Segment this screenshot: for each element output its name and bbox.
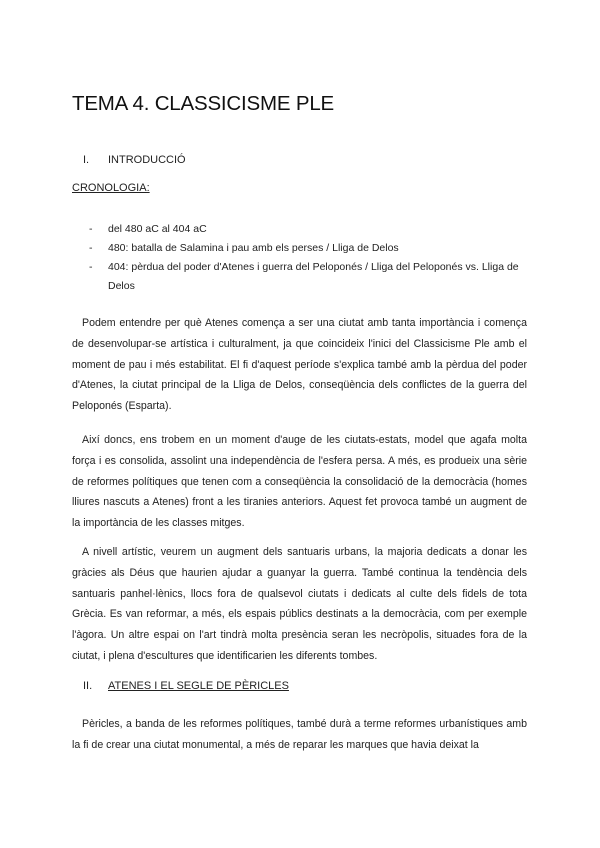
list-item-text: 404: pèrdua del poder d'Atenes i guerra del Peloponés / Lliga del Peloponés vs. Lliga de Delos [108,261,519,292]
list-item-text: del 480 aC al 404 aC [108,223,207,235]
section-title: ATENES I EL SEGLE DE PÈRICLES [108,680,289,692]
section-heading-pericles [83,680,289,692]
list-bullet: - [89,242,93,254]
section-number: II. [83,680,93,692]
page-title: TEMA 4. CLASSICISME PLE [72,92,334,115]
list-bullet: - [89,261,93,273]
section-number: I. [83,154,90,166]
list-bullet: - [89,223,93,235]
list-item [89,258,529,296]
list-item [89,239,529,258]
paragraph-pericles: Pèricles, a banda de les reformes polítiques, també durà a terme reformes urbanístiques amb la fi de crear una ciutat monumental, a més de reparar les marques que havia deixat la [72,718,527,751]
paragraph-context: Podem entendre per què Atenes comença a ser una ciutat amb tanta importància i comença de desenvolupar-se artística i culturalment, ja que coincideix l'inici del Classicisme Ple amb el moment de pau i més estabilitat. El fi d'aquest període s'explica també amb la pèrdua del poder d'Atenes, la ciutat principal de la Lliga de Delos, conseqüència dels conflictes de la guerra del Peloponés (Esparta). [72,317,527,413]
list-item [89,220,529,239]
paragraph-ciutats-estats: Així doncs, ens trobem en un moment d'auge de les ciutats-estats, model que agafa molta força i es consolida, assolint una independència de l'esfera persa. A més, es produeix una sèrie de reformes polítiques que tenen com a conseqüència la consolidació de la democràcia (homes lliures nascuts a Atenes) front a les tiranies anteriors. Aquest fet provoca també un augment de la importància de les classes mitges. [72,434,527,530]
section-heading-introduccio [83,154,186,166]
chronology-heading: CRONOLOGIA: [72,182,150,194]
list-item-text: 480: batalla de Salamina i pau amb els perses / Lliga de Delos [108,242,399,254]
chronology-list [89,220,529,296]
section-title: INTRODUCCIÓ [108,154,186,166]
paragraph-artistic: A nivell artístic, veurem un augment dels santuaris urbans, la majoria dedicats a donar les gràcies als Déus que haurien ajudar a guanyar la guerra. També continua la tendència dels santuaris panhel·lènics, llocs fora de qualsevol ciutats i dedicats al culte dels fidels de tota Grècia. Es van reformar, a més, els espais públics destinats a la democràcia, com per exemple l'àgora. Un altre espai on l'art tindrà molta presència seran les necròpolis, situades fora de la ciutat, i plena d'escultures que identificarien les diferents tombes. [72,546,527,662]
